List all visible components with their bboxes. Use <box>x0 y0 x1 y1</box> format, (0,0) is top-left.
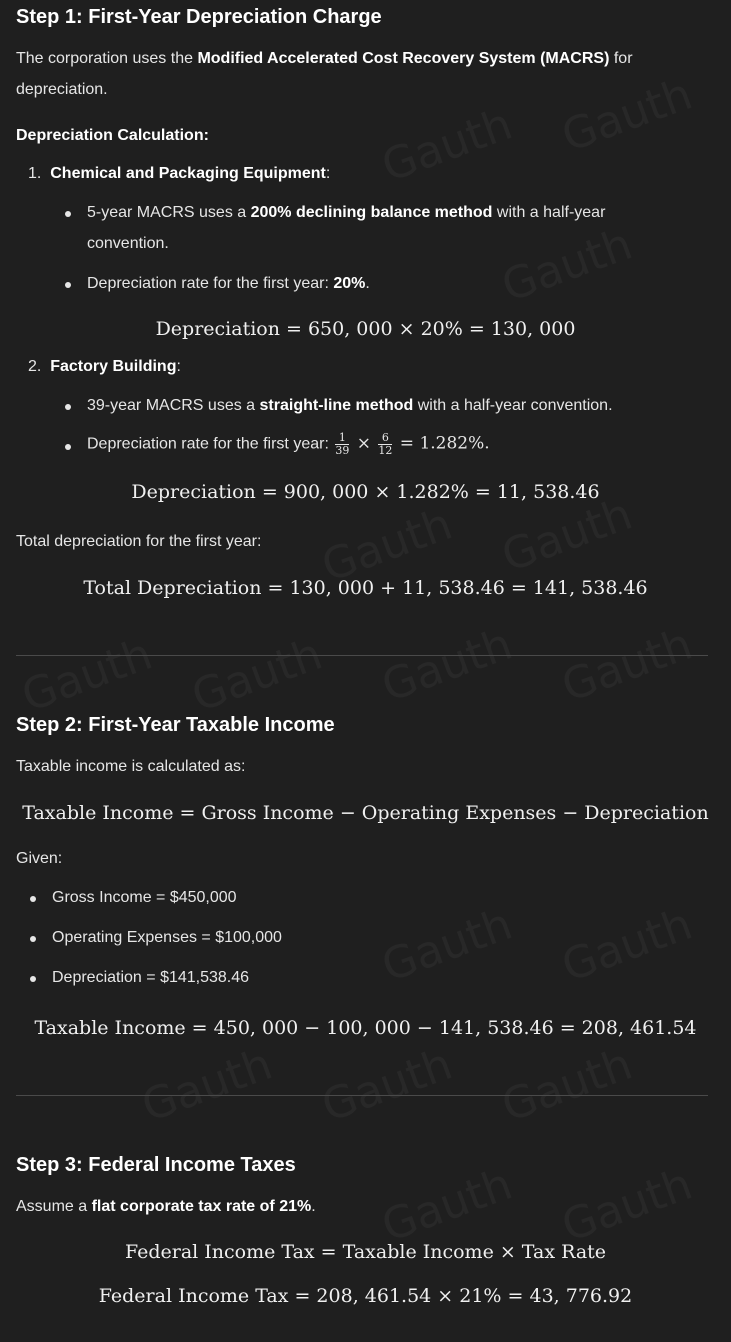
equipment-depreciation-formula: Depreciation = 650, 000 × 20% = 130, 000 <box>155 318 576 340</box>
divider <box>16 1095 708 1096</box>
taxable-income-result-formula: Taxable Income = 450, 000 − 100, 000 − 141, 538.46 = 208, 461.54 <box>34 1017 697 1039</box>
watermark <box>555 1159 698 1253</box>
step1-intro: The corporation uses the Modified Accelerated Cost Recovery System (MACRS) for <box>16 50 633 67</box>
bullet <box>65 211 71 217</box>
macrs-term: Modified Accelerated Cost Recovery System (MACRS) <box>197 50 610 67</box>
taxable-income-formula: Taxable Income = Gross Income − Operating Expenses − Depreciation <box>22 802 709 824</box>
watermark <box>555 899 698 993</box>
item2-title: 2. Factory Building: <box>28 358 181 375</box>
step1-heading: Step 1: First-Year Depreciation Charge <box>16 6 382 28</box>
watermark <box>495 1039 638 1133</box>
item1-bullet2: Depreciation rate for the first year: 20%. <box>87 275 370 292</box>
calc-label: Depreciation Calculation: <box>16 127 209 144</box>
watermark <box>495 219 638 313</box>
given-item-operating-expenses: Operating Expenses = $100,000 <box>52 929 282 946</box>
step1-intro-line2: depreciation. <box>16 81 108 98</box>
watermark <box>375 99 518 193</box>
building-depreciation-formula: Depreciation = 900, 000 × 1.282% = 11, 538.46 <box>131 481 600 503</box>
step2-heading: Step 2: First-Year Taxable Income <box>16 714 335 736</box>
bullet <box>30 976 36 982</box>
item1-bullet1: 5-year MACRS uses a 200% declining balance method with a half-year <box>87 204 606 221</box>
watermark <box>375 619 518 713</box>
federal-tax-result-formula: Federal Income Tax = 208, 461.54 × 21% = 43, 776.92 <box>98 1285 633 1307</box>
bullet <box>65 444 71 450</box>
step2-intro: Taxable income is calculated as: <box>16 758 246 775</box>
bullet <box>30 896 36 902</box>
watermark <box>555 619 698 713</box>
fraction-1-39: $\frac{1}{39}$ <box>335 431 350 457</box>
watermark <box>375 899 518 993</box>
given-label: Given: <box>16 850 63 867</box>
federal-tax-formula: Federal Income Tax = Taxable Income × Tax Rate <box>124 1241 607 1263</box>
bullet <box>30 936 36 942</box>
given-item-depreciation: Depreciation = $141,538.46 <box>52 969 250 986</box>
watermark <box>15 629 158 723</box>
given-item-gross-income: Gross Income = $450,000 <box>52 889 237 906</box>
watermark <box>315 1039 458 1133</box>
divider <box>16 655 708 656</box>
item2-bullet2: Depreciation rate for the first year: $\frac{1}{39}$ × $\frac{6}{12}$ = 1.282%. <box>87 431 490 457</box>
bullet <box>65 404 71 410</box>
watermark <box>185 629 328 723</box>
total-depreciation-label: Total depreciation for the first year: <box>16 533 262 550</box>
step3-heading: Step 3: Federal Income Taxes <box>16 1154 296 1176</box>
watermark <box>375 1159 518 1253</box>
item1-title: 1. Chemical and Packaging Equipment: <box>28 165 331 182</box>
watermark <box>135 1039 278 1133</box>
total-depreciation-formula: Total Depreciation = 130, 000 + 11, 538.46 = 141, 538.46 <box>83 577 648 599</box>
fraction-6-12: $\frac{6}{12}$ <box>378 431 393 457</box>
step3-intro: Assume a flat corporate tax rate of 21%. <box>16 1198 316 1215</box>
bullet <box>65 282 71 288</box>
item2-bullet1: 39-year MACRS uses a straight-line method with a half-year convention. <box>87 397 613 414</box>
item1-bullet1-line2: convention. <box>87 235 169 252</box>
watermark <box>555 69 698 163</box>
